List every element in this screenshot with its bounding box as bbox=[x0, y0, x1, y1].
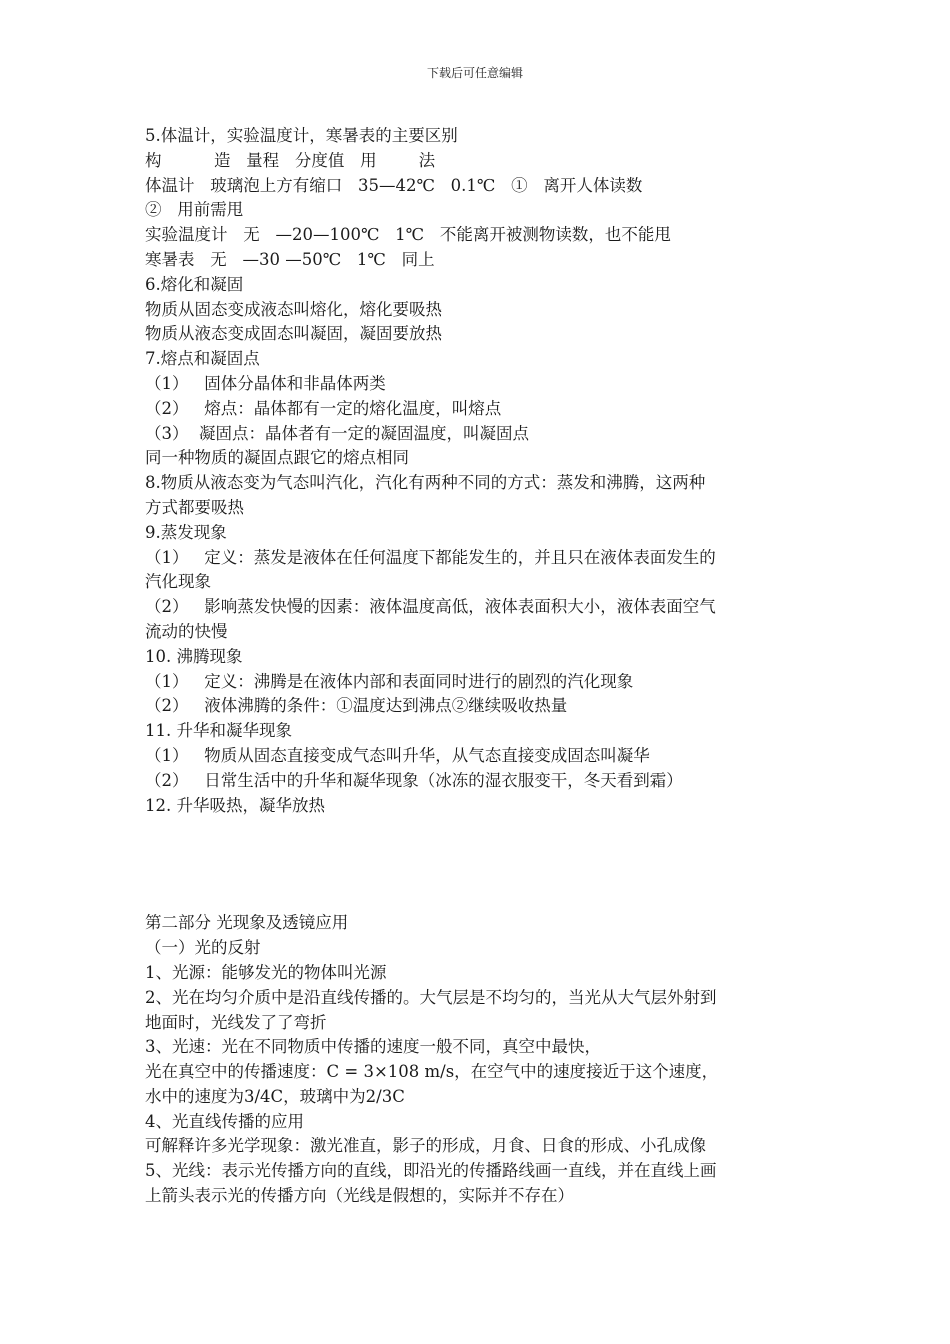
text-line: 水中的速度为3/4C，玻璃中为2/3C bbox=[145, 1086, 405, 1106]
text-line: （2） 日常生活中的升华和凝华现象（冰冻的湿衣服变干，冬天看到霜） bbox=[145, 770, 683, 790]
text-line: （2） 影响蒸发快慢的因素：液体温度高低，液体表面积大小，液体表面空气 bbox=[145, 597, 716, 617]
page-header: 下载后可任意编辑 bbox=[426, 66, 523, 80]
text-line: 物质从液态变成固态叫凝固，凝固要放热 bbox=[145, 324, 442, 344]
section-spacer bbox=[145, 818, 810, 911]
text-line: （1） 固体分晶体和非晶体两类 bbox=[145, 373, 386, 393]
text-line: 汽化现象 bbox=[145, 572, 211, 592]
text-line: （3） 凝固点：晶体者有一定的凝固温度，叫凝固点 bbox=[145, 423, 529, 443]
text-line: 6.熔化和凝固 bbox=[145, 274, 244, 294]
text-line: （2） 熔点：晶体都有一定的熔化温度，叫熔点 bbox=[145, 398, 502, 418]
section-optics bbox=[145, 911, 810, 1209]
text-line: 可解释许多光学现象：激光准直，影子的形成，月食、日食的形成、小孔成像 bbox=[145, 1136, 706, 1156]
text-line: （1） 物质从固态直接变成气态叫升华，从气态直接变成固态叫凝华 bbox=[145, 745, 650, 765]
text-line: 体温计 玻璃泡上方有缩口 35—42℃ 0.1℃ ① 离开人体读数 bbox=[145, 175, 643, 195]
text-line: 5、光线：表示光传播方向的直线，即沿光的传播路线画一直线，并在直线上画 bbox=[145, 1161, 717, 1181]
text-line: 流动的快慢 bbox=[145, 621, 228, 641]
text-line: 10. 沸腾现象 bbox=[145, 646, 243, 666]
text-line: 12. 升华吸热，凝华放热 bbox=[145, 795, 325, 815]
text-line: 7.熔点和凝固点 bbox=[145, 349, 260, 369]
text-line: 9.蒸发现象 bbox=[145, 522, 227, 542]
text-line: 寒暑表 无 —30 —50℃ 1℃ 同上 bbox=[145, 249, 435, 269]
text-line: 地面时，光线发了了弯折 bbox=[145, 1012, 327, 1032]
text-line: （2） 液体沸腾的条件：①温度达到沸点②继续吸收热量 bbox=[145, 696, 568, 716]
text-line: 光在真空中的传播速度：C = 3×108 m/s，在空气中的速度接近于这个速度， bbox=[145, 1062, 719, 1082]
text-line: 11. 升华和凝华现象 bbox=[145, 721, 292, 741]
text-line: 2、光在均匀介质中是沿直线传播的。大气层是不均匀的，当光从大气层外射到 bbox=[145, 987, 717, 1007]
text-line: （1） 定义：沸腾是在液体内部和表面同时进行的剧烈的汽化现象 bbox=[145, 671, 634, 691]
section-thermometry bbox=[145, 124, 810, 818]
text-line: 4、光直线传播的应用 bbox=[145, 1111, 304, 1131]
document-body bbox=[145, 124, 810, 1209]
text-line: 物质从固态变成液态叫熔化，熔化要吸热 bbox=[145, 299, 442, 319]
section-heading: 第二部分 光现象及透镜应用 bbox=[145, 913, 349, 933]
text-line: （1） 定义：蒸发是液体在任何温度下都能发生的，并且只在液体表面发生的 bbox=[145, 547, 716, 567]
text-line: 3、光速：光在不同物质中传播的速度一般不同，真空中最快， bbox=[145, 1037, 601, 1057]
text-line: 方式都要吸热 bbox=[145, 497, 244, 517]
text-line: 同一种物质的凝固点跟它的熔点相同 bbox=[145, 448, 409, 468]
text-line: ② 用前需甩 bbox=[145, 200, 244, 220]
subsection-heading: （一）光的反射 bbox=[145, 938, 261, 958]
text-line: 上箭头表示光的传播方向（光线是假想的，实际并不存在） bbox=[145, 1186, 574, 1206]
text-line: 8.物质从液态变为气态叫汽化，汽化有两种不同的方式：蒸发和沸腾，这两种 bbox=[145, 473, 706, 493]
text-line: 1、光源：能够发光的物体叫光源 bbox=[145, 962, 387, 982]
text-line: 5.体温计，实验温度计，寒暑表的主要区别 bbox=[145, 126, 458, 145]
text-line: 实验温度计 无 —20—100℃ 1℃ 不能离开被测物读数，也不能甩 bbox=[145, 225, 671, 245]
text-line: 构 造 量程 分度值 用 法 bbox=[145, 150, 436, 170]
